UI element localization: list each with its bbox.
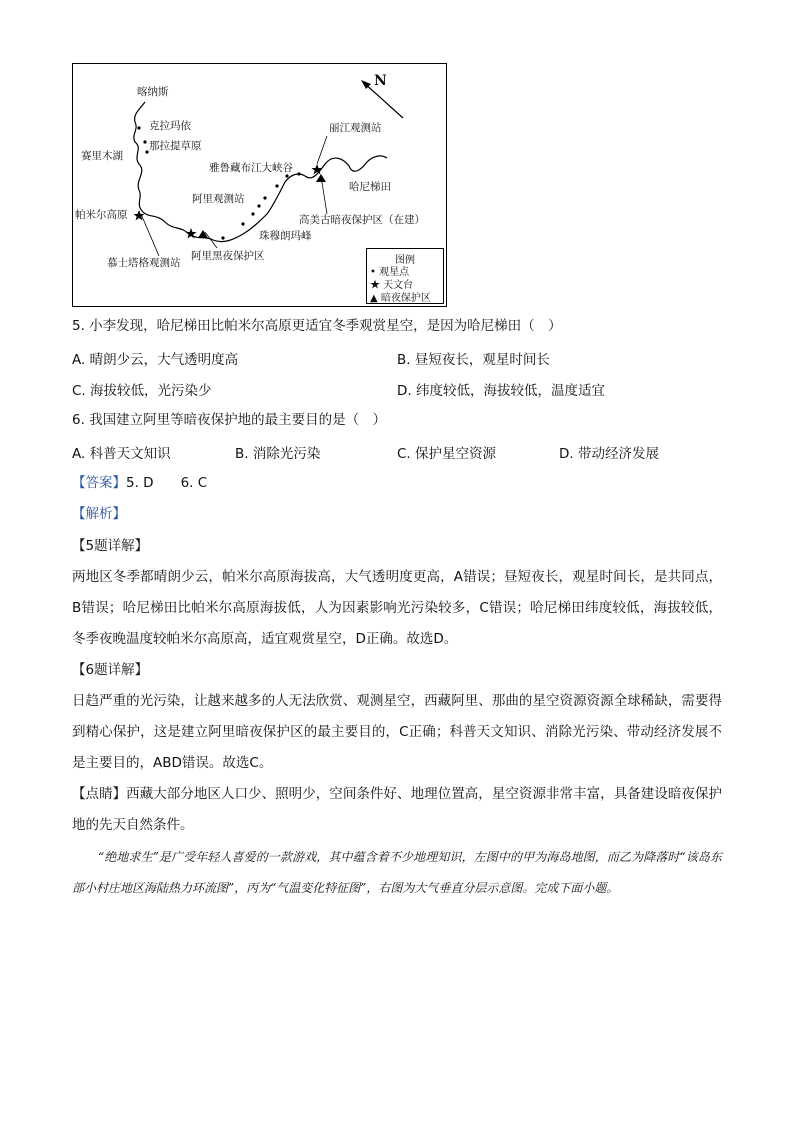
legend-item-reserve: ▲ 暗夜保护区 [370, 293, 431, 304]
label-muztagh: 慕士塔格观测站 [107, 257, 181, 269]
label-lijiang: 丽江观测站 [329, 122, 382, 134]
question-5-option-b: B. 昼短夜长，观星时间长 [397, 352, 550, 368]
question-6-option-d: D. 带动经济发展 [559, 446, 659, 462]
label-kelamayi: 克拉玛依 [149, 120, 191, 132]
legend-item-observatory: ★ 天文台 [370, 280, 414, 291]
answer-tag: 【答案】 [72, 475, 126, 491]
map-figure [72, 63, 447, 307]
label-ngari-reserve: 阿里黑夜保护区 [191, 250, 265, 262]
label-yarlung: 雅鲁藏布江大峡谷 [209, 162, 293, 174]
legend-item-viewing-point: • 观星点 [370, 267, 410, 278]
question-6-option-a: A. 科普天文知识 [72, 446, 171, 462]
highlight-tag: 【点睛】 [72, 786, 127, 802]
detail-6-heading: 【6题详解】 [72, 662, 149, 678]
answer-text: 5. D 6. C [126, 475, 208, 491]
label-nalati: 那拉提草原 [149, 140, 202, 152]
analysis-tag: 【解析】 [72, 506, 126, 522]
question-5-option-d: D. 纬度较低，海拔较低，温度适宜 [397, 383, 605, 399]
legend-title: 图例 [395, 255, 415, 266]
detail-5-text: 两地区冬季都晴朗少云，帕米尔高原海拔高，大气透明度更高，A错误；昼短夜长，观星时间长，是共同点，B错误；哈尼梯田比帕米尔高原海拔低，人为因素影响光污染较多，C错误；哈尼梯田纬度较低，海拔较低，冬季夜晚温度较帕米尔高原高，适宜观赏星空，D正确。故选D。 [72, 569, 722, 647]
detail-6-text: 日趋严重的光污染，让越来越多的人无法欣赏、观测星空，西藏阿里、那曲的星空资源资源全球稀缺，需要得到精心保护，这是建立阿里暗夜保护区的最主要目的，C正确；科普天文知识、消除光污染、带动经济发展不是主要目的，ABD错误。故选C。 [72, 693, 722, 771]
question-6-option-c: C. 保护星空资源 [397, 446, 497, 462]
question-6-option-b: B. 消除光污染 [235, 446, 321, 462]
question-5-stem: 5. 小李发现，哈尼梯田比帕米尔高原更适宜冬季观赏星空，是因为哈尼梯田（ ） [72, 318, 562, 334]
label-hani: 哈尼梯田 [349, 181, 391, 193]
label-everest: 珠穆朗玛峰 [259, 230, 312, 242]
answer-line [72, 473, 207, 493]
question-5-option-a: A. 晴朗少云，大气透明度高 [72, 352, 239, 368]
label-ngari-station: 阿里观测站 [192, 193, 245, 205]
label-gaomeigu: 高美古暗夜保护区（在建） [299, 214, 425, 226]
next-question-intro: “绝地求生”是广受年轻人喜爱的一款游戏，其中蕴含着不少地理知识，左图中的甲为海岛地图，而乙为降落时“该岛东部小村庄地区海陆热力环流图”，丙为“气温变化特征图”，右图为大气垂直分层示意图。完成下面小题。 [72, 850, 722, 895]
label-kanas: 喀纳斯 [137, 86, 169, 98]
highlight-block [72, 779, 722, 841]
label-pamir: 帕米尔高原 [75, 209, 128, 221]
question-5-option-c: C. 海拔较低，光污染少 [72, 383, 212, 399]
question-6-stem: 6. 我国建立阿里等暗夜保护地的最主要目的是（ ） [72, 412, 387, 428]
north-label: N [374, 73, 387, 89]
label-sailimu: 赛里木湖 [81, 150, 123, 162]
detail-5-heading: 【5题详解】 [72, 538, 149, 554]
highlight-text: 西藏大部分地区人口少、照明少，空间条件好、地理位置高，星空资源非常丰富，具备建设暗夜保护地的先天自然条件。 [72, 786, 723, 833]
star-icon [312, 164, 323, 175]
map-legend [366, 248, 444, 304]
